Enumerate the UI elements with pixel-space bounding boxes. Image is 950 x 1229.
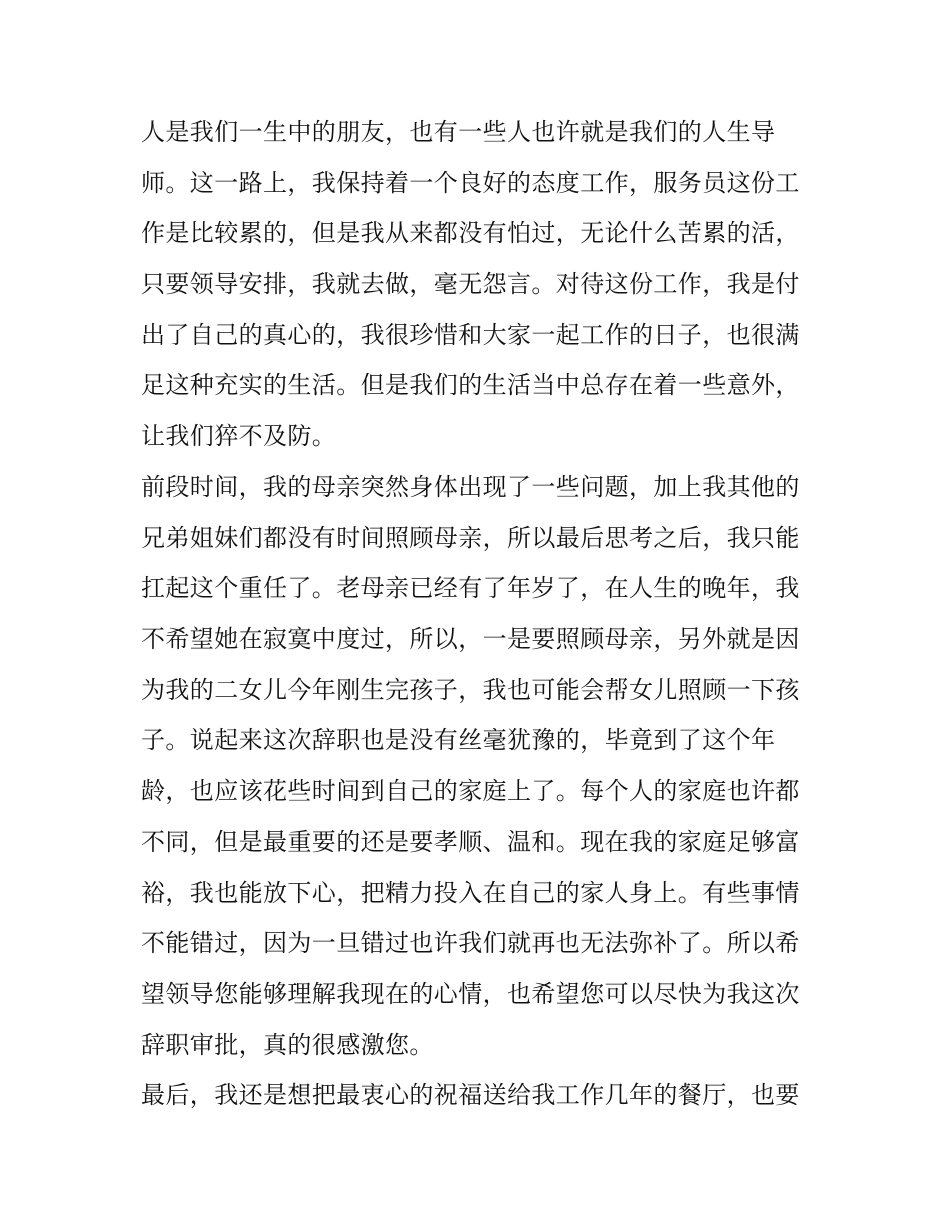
- paragraph-line: 只要领导安排，我就去做，毫无怨言。对待这份工作，我是付: [141, 270, 800, 299]
- paragraph-line: 前段时间，我的母亲突然身体出现了一些问题，加上我其他的: [141, 473, 800, 501]
- paragraph-1: [141, 107, 821, 462]
- paragraph-line: 出了自己的真心的，我很珍惜和大家一起工作的日子，也很满: [141, 320, 800, 349]
- paragraph-line: 辞职审批，真的很感激您。: [141, 1030, 434, 1059]
- paragraph-line: 裕，我也能放下心，把精力投入在自己的家人身上。有些事情: [141, 878, 800, 907]
- paragraph-line: 不同，但是最重要的还是要孝顺、温和。现在我的家庭足够富: [141, 827, 800, 856]
- paragraph-line: 兄弟姐妹们都没有时间照顾母亲，所以最后思考之后，我只能: [141, 523, 800, 552]
- paragraph-line: 扛起这个重任了。老母亲已经有了年岁了，在人生的晚年，我: [141, 574, 800, 603]
- paragraph-line: 让我们猝不及防。: [141, 422, 337, 451]
- paragraph-line: 望领导您能够理解我现在的心情，也希望您可以尽快为我这次: [141, 979, 800, 1008]
- paragraph-line: 足这种充实的生活。但是我们的生活当中总存在着一些意外，: [141, 371, 800, 400]
- paragraph-line: 师。这一路上，我保持着一个良好的态度工作，服务员这份工: [141, 168, 800, 197]
- paragraph-line: 最后，我还是想把最衷心的祝福送给我工作几年的餐厅，也要: [141, 1081, 800, 1109]
- paragraph-line: 不能错过，因为一旦错过也许我们就再也无法弥补了。所以希: [141, 929, 800, 958]
- paragraph-line: 子。说起来这次辞职也是没有丝毫犹豫的，毕竟到了这个年: [141, 726, 776, 755]
- paragraph-line: 不希望她在寂寞中度过，所以，一是要照顾母亲，另外就是因: [141, 625, 800, 654]
- paragraph-line: 作是比较累的，但是我从来都没有怕过，无论什么苦累的活，: [141, 219, 800, 248]
- paragraph-line: 龄，也应该花些时间到自己的家庭上了。每个人的家庭也许都: [141, 777, 800, 806]
- paragraph-3: [141, 1070, 821, 1121]
- paragraph-2: [141, 462, 821, 1070]
- paragraph-line: 人是我们一生中的朋友，也有一些人也许就是我们的人生导: [141, 118, 776, 146]
- paragraph-line: 为我的二女儿今年刚生完孩子，我也可能会帮女儿照顾一下孩: [141, 675, 800, 704]
